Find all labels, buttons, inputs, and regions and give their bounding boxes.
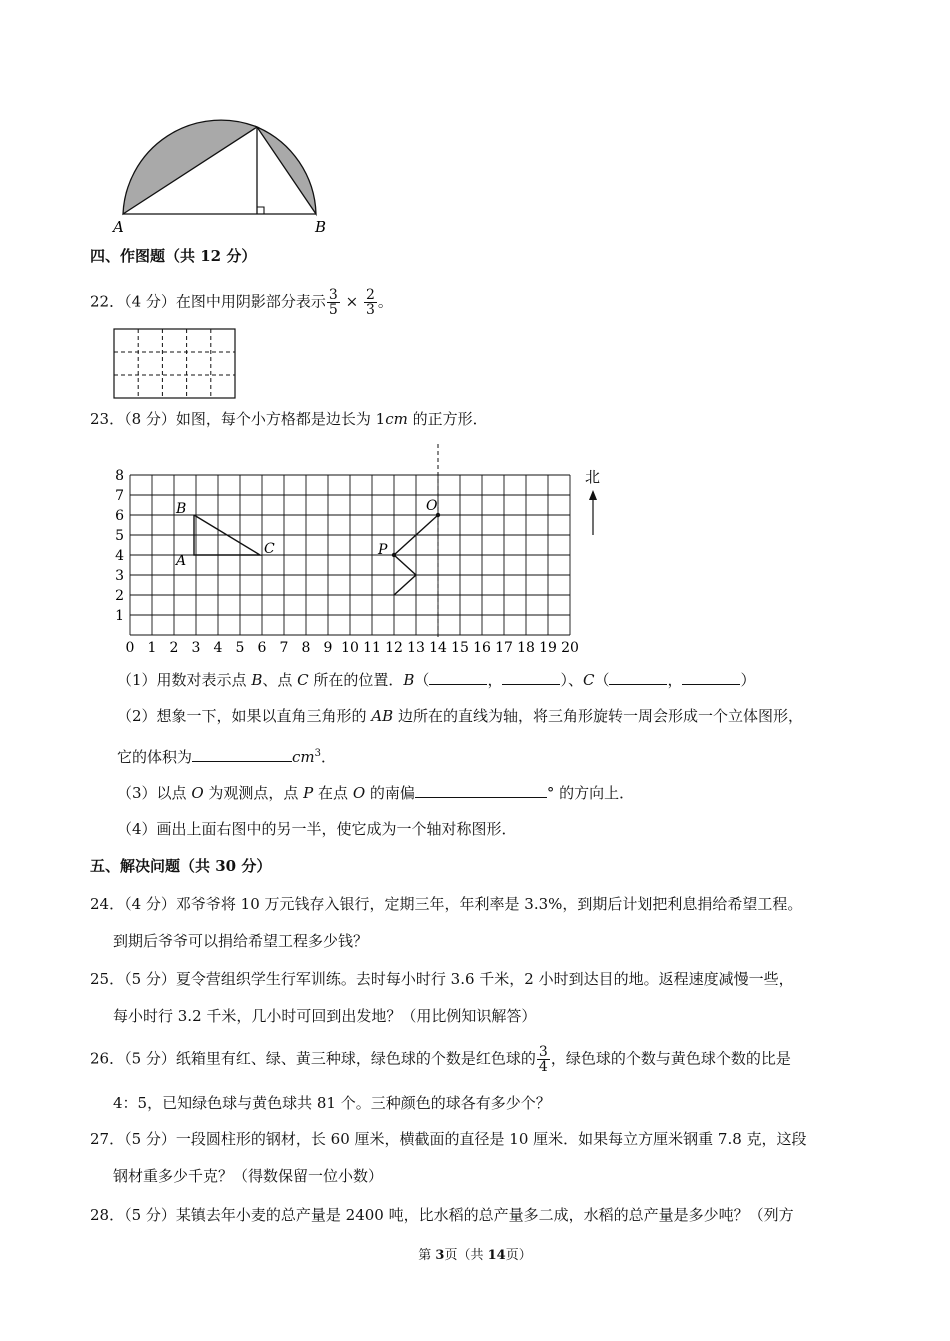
q23p1-b: B — [251, 671, 263, 689]
section-4-title: 四、作图题（共 12 分） — [90, 247, 257, 265]
q23-part4: （4）画出上面右图中的另一半，使它成为一个轴对称图形． — [117, 820, 517, 838]
q28-line1: 28．（5 分）某镇去年小麦的总产量是 2400 吨，比水稻的总产量多二成，水稻的总产量是多少吨？（列方 — [90, 1206, 794, 1224]
x-tick-label: 13 — [407, 640, 425, 656]
fraction-3-5 — [327, 288, 340, 317]
q23p3-text: 在点 — [313, 784, 353, 802]
q24-line2: 到期后爷爷可以捐给希望工程多少钱？ — [113, 932, 369, 950]
answer-blank-c-x[interactable] — [609, 668, 667, 685]
q25-line1: 25．（5 分）夏令营组织学生行军训练。去时每小时行 3.6 千米，2 小时到达目的地。返程速度减慢一些， — [90, 970, 794, 988]
q23p1-b2: B — [403, 671, 415, 689]
q22-rectangle-grid — [113, 328, 237, 400]
q23p1-paren: ）、 — [560, 671, 583, 689]
x-tick-label: 2 — [169, 640, 179, 656]
q22-prefix: 22．（4 分）在图中用阴影部分表示 — [90, 292, 326, 311]
y-tick-label: 8 — [115, 468, 124, 484]
q23p1-paren: （ — [414, 671, 430, 689]
x-tick-label: 12 — [385, 640, 403, 656]
answer-blank-c-y[interactable] — [682, 668, 740, 685]
x-tick-label: 4 — [213, 640, 223, 656]
section-5-title: 五、解决问题（共 30 分） — [90, 857, 272, 875]
y-tick-label: 5 — [115, 528, 124, 544]
q23p2-ab: AB — [371, 707, 394, 725]
q27-line2: 钢材重多少千克？（得数保留一位小数） — [113, 1167, 384, 1185]
y-tick-label: 1 — [115, 608, 124, 624]
label-b: B — [315, 218, 327, 236]
q23p1-comma: ， — [487, 671, 503, 689]
fraction-2-3 — [364, 288, 377, 317]
x-tick-label: 14 — [429, 640, 447, 656]
fraction-den: 5 — [328, 302, 338, 318]
label-a: A — [113, 218, 124, 236]
page-footer — [0, 1244, 950, 1263]
footer-text: 页（共 — [444, 1248, 488, 1263]
question-23-intro — [90, 408, 488, 430]
label-point-o: O — [426, 498, 438, 514]
label-point-c: C — [264, 541, 275, 557]
x-tick-labels — [126, 640, 579, 656]
fraction-num: 3 — [538, 1044, 548, 1060]
q23-intro-end: 的正方形． — [407, 410, 488, 428]
page-total: 14 — [487, 1248, 506, 1263]
q23-intro-text: 23．（8 分）如图，每个小方格都是边长为 1 — [90, 410, 386, 428]
x-tick-label: 6 — [257, 640, 267, 656]
fraction-num: 3 — [328, 287, 338, 303]
q23p2-end: ． — [321, 748, 337, 766]
north-label: 北 — [585, 468, 601, 486]
label-point-p: P — [378, 542, 388, 558]
q26-line1 — [90, 1045, 791, 1074]
q23p2-text: （2）想象一下，如果以直角三角形的 — [117, 707, 372, 725]
x-tick-label: 20 — [561, 640, 579, 656]
q23-part2-line1 — [117, 705, 803, 727]
point-p-dot — [392, 553, 396, 557]
times-sign: × — [345, 292, 359, 311]
q23p3-p: P — [303, 784, 314, 802]
q23p3-text: 为观测点，点 — [203, 784, 304, 802]
x-tick-label: 5 — [235, 640, 245, 656]
q26-line2: 4：5，已知绿色球与黄色球共 81 个。三种颜色的球各有多少个？ — [113, 1094, 551, 1112]
x-tick-label: 0 — [125, 640, 135, 656]
answer-blank-b-x[interactable] — [429, 668, 487, 685]
q23-part1 — [117, 668, 756, 691]
x-tick-label: 17 — [495, 640, 513, 656]
q23-part2-line2 — [117, 743, 336, 768]
q23p3-o2: O — [352, 784, 366, 802]
x-tick-label: 3 — [191, 640, 201, 656]
q26-text: ，绿色球的个数与黄色球个数的比是 — [550, 1049, 791, 1068]
q27-line1: 27．（5 分）一段圆柱形的钢材，长 60 厘米，横截面的直径是 10 厘米．如果每立方厘米钢重 7.8 克，这段 — [90, 1130, 807, 1148]
y-tick-label: 3 — [115, 568, 124, 584]
fraction-3-4 — [537, 1045, 550, 1074]
q26-text: 26．（5 分）纸箱里有红、绿、黄三种球，绿色球的个数是红色球的 — [90, 1049, 536, 1068]
x-tick-label: 19 — [539, 640, 557, 656]
q23p1-text: （1）用数对表示点 — [117, 671, 252, 689]
x-tick-label: 16 — [473, 640, 491, 656]
q23p3-o: O — [191, 784, 204, 802]
q23-unit: cm — [385, 410, 408, 428]
footer-text: 页） — [505, 1248, 532, 1263]
q23p3-end: ° 的方向上． — [546, 784, 635, 802]
q23p1-text: 所在的位置． — [308, 671, 404, 689]
fraction-den: 3 — [365, 302, 375, 318]
q23p1-c: C — [297, 671, 309, 689]
q25-line2: 每小时行 3.2 千米，几小时可回到出发地？（用比例知识解答） — [113, 1007, 537, 1025]
x-tick-label: 15 — [451, 640, 469, 656]
q23p1-comma: ， — [667, 671, 683, 689]
semicircle-figure — [105, 108, 335, 238]
x-tick-label: 11 — [363, 640, 381, 656]
y-tick-label: 6 — [115, 508, 124, 524]
label-point-a: A — [176, 553, 187, 569]
x-tick-label: 1 — [147, 640, 157, 656]
y-tick-label: 7 — [115, 488, 124, 504]
page-number: 3 — [435, 1248, 445, 1263]
shaded-region-left — [123, 120, 257, 214]
q23p1-c2: C — [582, 671, 595, 689]
label-point-b: B — [176, 501, 187, 517]
q24-line1: 24．（4 分）邓爷爷将 10 万元钱存入银行，定期三年，年利率是 3.3%，到期后计划把利息捐给希望工程。 — [90, 895, 803, 913]
y-tick-label: 4 — [115, 548, 124, 564]
q23p2-exponent: 3 — [314, 748, 322, 759]
y-tick-labels — [115, 468, 124, 624]
fraction-den: 4 — [538, 1059, 548, 1075]
question-22 — [90, 288, 393, 317]
q23p3-text: （3）以点 — [117, 784, 192, 802]
q23p3-text: 的南偏 — [365, 784, 415, 802]
shaded-region-right — [257, 127, 316, 214]
q23p2-text: 边所在的直线为轴，将三角形旋转一周会形成一个立体图形， — [393, 707, 803, 725]
q23p1-paren: （ — [594, 671, 610, 689]
x-tick-label: 9 — [323, 640, 333, 656]
q22-suffix: 。 — [377, 292, 393, 311]
y-tick-label: 2 — [115, 588, 124, 604]
answer-blank-volume[interactable] — [192, 745, 292, 762]
q23p1-paren: ） — [740, 671, 756, 689]
x-tick-label: 8 — [301, 640, 311, 656]
q23-coordinate-grid — [100, 440, 620, 660]
footer-text: 第 — [418, 1248, 436, 1263]
right-angle-mark — [257, 207, 264, 214]
q23-part3 — [117, 781, 634, 804]
x-tick-label: 7 — [279, 640, 289, 656]
q23p2-unit: cm — [292, 748, 315, 766]
answer-blank-b-y[interactable] — [502, 668, 560, 685]
fraction-num: 2 — [365, 287, 375, 303]
north-arrow-head — [589, 490, 597, 500]
q23p1-text: 、点 — [262, 671, 298, 689]
answer-blank-angle[interactable] — [415, 781, 547, 798]
x-tick-label: 10 — [341, 640, 359, 656]
q23p2-volume: 它的体积为 — [117, 748, 193, 766]
x-tick-label: 18 — [517, 640, 535, 656]
